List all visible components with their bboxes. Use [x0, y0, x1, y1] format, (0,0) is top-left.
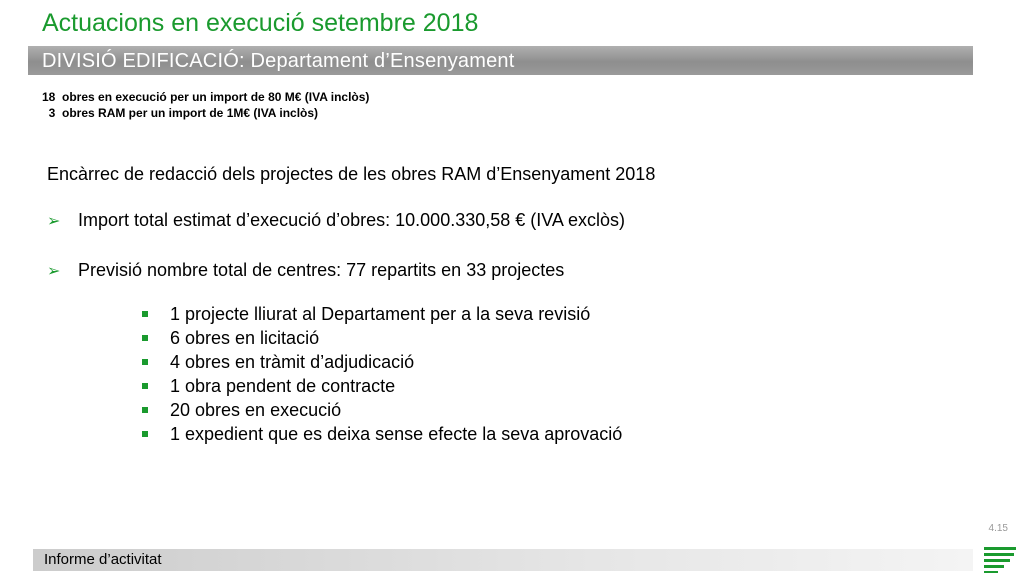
- point-item: [47, 210, 625, 231]
- list-item-text: 1 expedient que es deixa sense efecte la seva aprovació: [170, 424, 623, 444]
- list-item-text: 4 obres en tràmit d’adjudicació: [170, 352, 415, 372]
- square-bullet-icon: [142, 383, 148, 389]
- list-item: [142, 374, 622, 398]
- list-item: [142, 398, 622, 422]
- list-item-text: 1 projecte lliurat al Departament per a la seva revisió: [170, 304, 591, 324]
- footer-bar: [33, 549, 973, 571]
- list-item-text: 20 obres en execució: [170, 400, 342, 420]
- page-number: 4.15: [988, 523, 1008, 534]
- square-bullet-icon: [142, 407, 148, 413]
- summary-block: [42, 89, 369, 121]
- list-item: [142, 326, 622, 350]
- list-item-text: 1 obra pendent de contracte: [170, 376, 396, 396]
- footer-label: Informe d’activitat: [44, 551, 162, 568]
- arrow-bullet-icon: ➢: [47, 213, 61, 230]
- square-bullet-icon: [142, 335, 148, 341]
- list-item: [142, 422, 622, 446]
- square-bullet-icon: [142, 431, 148, 437]
- page-title: Actuacions en execució setembre 2018: [42, 9, 479, 37]
- intro-text: Encàrrec de redacció dels projectes de les obres RAM d’Ensenyament 2018: [47, 164, 656, 184]
- point-item: [47, 260, 564, 281]
- point-text: Previsió nombre total de centres: 77 repartits en 33 projectes: [78, 260, 565, 280]
- square-bullet-icon: [142, 311, 148, 317]
- summary-line-2: 3 obres RAM per un import de 1M€ (IVA inclòs): [42, 106, 319, 120]
- sub-item-list: [142, 302, 622, 446]
- list-item: [142, 302, 622, 326]
- square-bullet-icon: [142, 359, 148, 365]
- point-text: Import total estimat d’execució d’obres: 10.000.330,58 € (IVA exclòs): [78, 210, 625, 230]
- summary-line-1: 18 obres en execució per un import de 80 M€ (IVA inclòs): [42, 90, 370, 104]
- list-item: [142, 350, 622, 374]
- arrow-bullet-icon: ➢: [47, 263, 61, 280]
- list-item-text: 6 obres en licitació: [170, 328, 320, 348]
- green-lines-logo-icon: [982, 545, 1018, 573]
- section-title: DIVISIÓ EDIFICACIÓ: Departament d’Ensenyament: [42, 50, 515, 72]
